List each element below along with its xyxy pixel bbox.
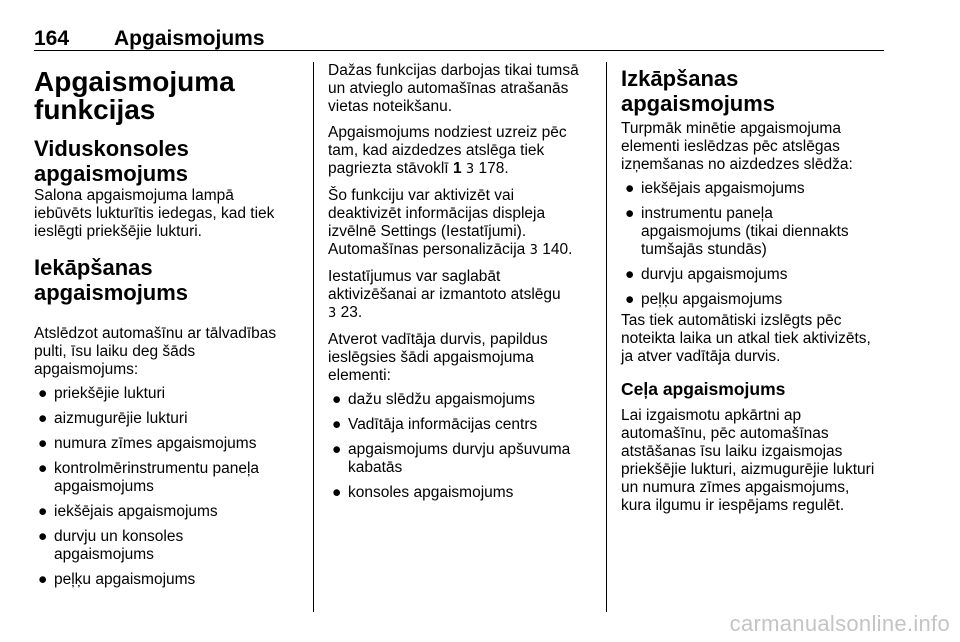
cross-reference-icon: 3	[465, 162, 475, 177]
paragraph: Atverot vadītāja durvis, papildus ieslēgsies šādi apgaismojuma elementi:	[328, 331, 548, 384]
bullet-list	[328, 391, 596, 502]
list-item: ● kontrolmērinstrumentu paneļa apgaismojums	[38, 460, 260, 495]
bullet-icon: ●	[625, 291, 635, 308]
column-2	[328, 62, 596, 502]
bullet-icon: ●	[38, 385, 48, 402]
list-item: ● priekšējie lukturi	[38, 385, 166, 402]
list-item: ● dažu slēdžu apgaismojums	[332, 391, 535, 408]
list-item: ● apgaismojums durvju apšuvuma kabatās	[332, 441, 571, 476]
bullet-icon: ●	[38, 435, 48, 452]
cross-reference-page: 23.	[340, 304, 363, 321]
cross-reference-icon: 3	[328, 306, 337, 321]
bullet-icon: ●	[332, 416, 342, 433]
section-title: Apgaismojuma funkcijas	[34, 66, 235, 125]
list-item: ● iekšējais apgaismojums	[38, 503, 218, 520]
cross-reference-icon: 3	[529, 243, 538, 258]
paragraph: Salona apgaismojuma lampā iebūvēts lukturītis iedegas, kad tiek ieslēgti priekšējie lukturi.	[34, 187, 275, 240]
paragraph: Tas tiek automātiski izslēgts pēc noteikta laika un atkal tiek aktivizēts, ja atver vadītāja durvis.	[621, 312, 871, 365]
list-item: ● peļķu apgaismojums	[38, 571, 196, 588]
subsection-title: Izkāpšanas apgaismojums	[621, 66, 776, 116]
header-rule	[34, 50, 884, 51]
bullet-icon: ●	[625, 205, 635, 222]
bullet-icon: ●	[38, 410, 48, 427]
paragraph: Turpmāk minētie apgaismojuma elementi ieslēdzas pēc atslēgas izņemšanas no aizdedzes slēdža:	[621, 120, 853, 173]
list-item: ● durvju apgaismojums	[625, 266, 788, 283]
subsection-title: Iekāpšanas apgaismojums	[34, 255, 189, 305]
page-header	[34, 22, 884, 50]
bullet-icon: ●	[332, 391, 342, 408]
list-item: ● durvju un konsoles apgaismojums	[38, 528, 184, 563]
bullet-icon: ●	[625, 266, 635, 283]
running-title: Apgaismojums	[114, 27, 265, 50]
bullet-icon: ●	[38, 503, 48, 520]
subsection-title: Ceļa apgaismojums	[621, 379, 786, 399]
bullet-list	[621, 180, 893, 309]
paragraph: Atslēdzot automašīnu ar tālvadības pulti, īsu laiku deg šāds apgaismojums:	[34, 325, 277, 378]
list-item: ● numura zīmes apgaismojums	[38, 435, 257, 452]
column-divider	[313, 62, 314, 612]
column-1	[34, 62, 306, 589]
bullet-icon: ●	[38, 528, 48, 545]
paragraph: Šo funkciju var aktivizēt vai deaktivizēt informācijas displeja izvēlnē Settings (Iestatījumi). Automašīnas personalizācija 3 140.	[328, 187, 573, 258]
bullet-icon: ●	[38, 571, 48, 588]
cross-reference-page: 140.	[542, 241, 573, 258]
bullet-icon: ●	[332, 441, 342, 458]
list-item: ● peļķu apgaismojums	[625, 291, 783, 308]
page-number: 164	[34, 27, 70, 50]
paragraph: Lai izgaismotu apkārtni ap automašīnu, pēc automašīnas atstāšanas īsu laiku izgaismojas priekšējie lukturi, aizmugurējie lukturi un numura zīmes apgaismojums, kura ilgumu ir iespējams regulēt.	[621, 407, 875, 514]
subsection-title: Viduskonsoles apgaismojums	[34, 136, 189, 186]
list-item: ● iekšējais apgaismojums	[625, 180, 805, 197]
list-item: ● aizmugurējie lukturi	[38, 410, 188, 427]
paragraph: Dažas funkcijas darbojas tikai tumsā un atvieglo automašīnas atrašanās vietas noteikšanu.	[328, 62, 579, 115]
list-item: ● Vadītāja informācijas centrs	[332, 416, 538, 433]
list-item: ● konsoles apgaismojums	[332, 484, 514, 501]
bullet-icon: ●	[332, 484, 342, 501]
bullet-icon: ●	[38, 460, 48, 477]
paragraph: Apgaismojums nodziest uzreiz pēc tam, kad aizdedzes atslēga tiek pagriezta stāvoklī 1 3 178.	[328, 124, 567, 177]
column-3	[621, 62, 893, 515]
column-divider	[606, 62, 607, 612]
watermark-text: carmanualsonline.info	[729, 611, 950, 636]
paragraph: Iestatījumus var saglabāt aktivizēšanai ar izmantoto atslēgu 3 23.	[328, 268, 561, 321]
bullet-list	[34, 385, 306, 589]
list-item: ● instrumentu paneļa apgaismojums (tikai diennakts tumšajās stundās)	[625, 205, 849, 258]
cross-reference-page: 178.	[478, 160, 509, 177]
bullet-icon: ●	[625, 180, 635, 197]
